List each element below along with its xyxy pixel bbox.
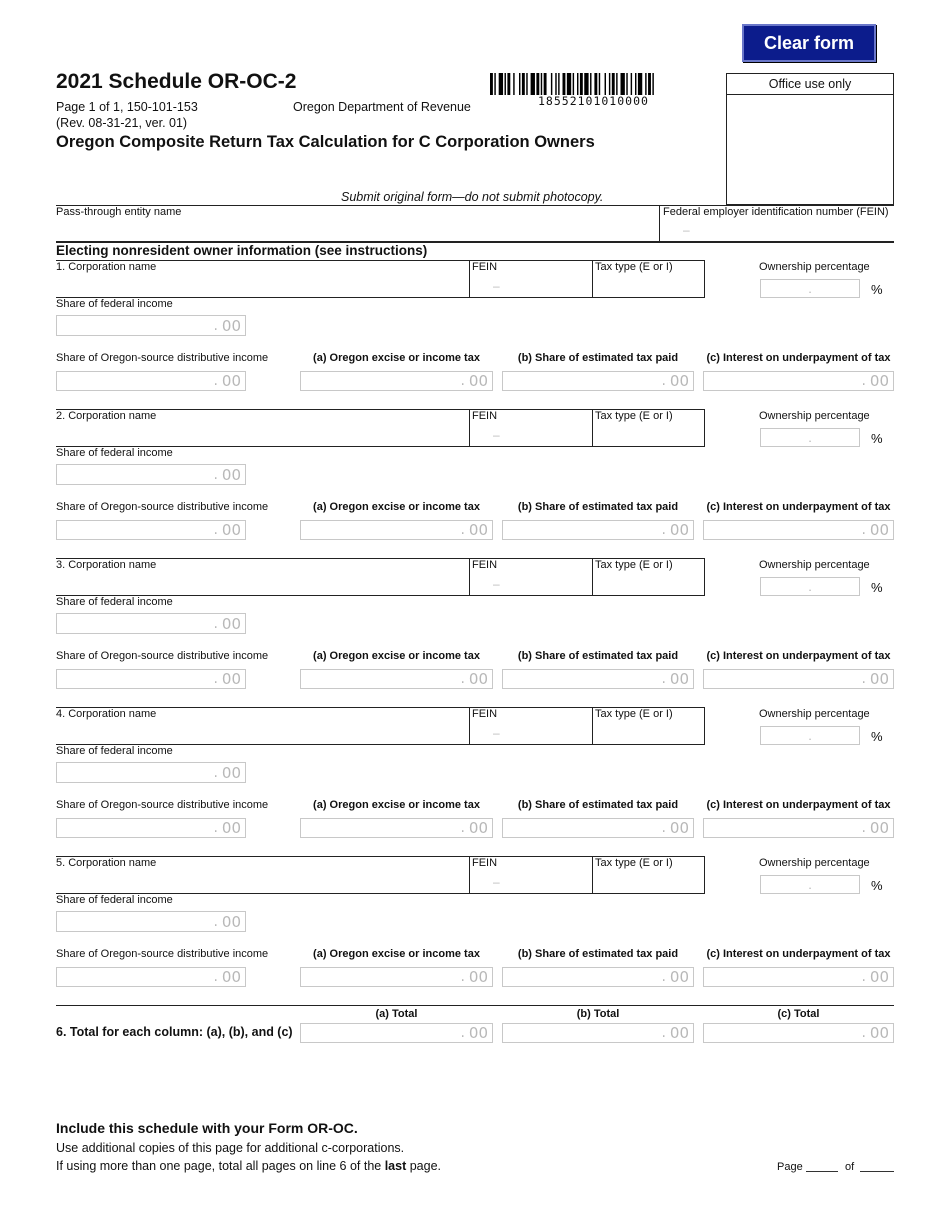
total-a-field[interactable]: . 00 [300,1023,493,1043]
owner-3-col-b-header: (b) Share of estimated tax paid [517,650,679,662]
page-total-field[interactable] [860,1171,894,1172]
owner-3-col-b-field-dot: . [661,671,666,687]
owner-3-col-c-field[interactable] [703,669,894,689]
barcode-bar [580,73,583,95]
owner-4-divider-1 [469,707,470,744]
total-label: 6. Total for each column: (a), (b), and (c) [56,1025,293,1039]
entity-name-label: Pass-through entity name [56,206,182,218]
owner-4-col-a-field[interactable] [300,818,493,838]
owner-1-col-b-field[interactable] [502,371,694,391]
owner-3-corp-label: 3. Corporation name [56,559,157,571]
owner-2-col-c-header: (c) Interest on underpayment of tax [706,501,891,513]
barcode-bar [626,73,627,95]
page-info: Page 1 of 1, 150-101-153 [56,100,198,114]
owner-3-fein-label: FEIN [472,559,498,571]
owner-3-taxtype-label: Tax type (E or I) [595,559,673,571]
owner-2-col-a-field[interactable] [300,520,493,540]
owner-1-col-b-field-cents: 00 [669,372,689,390]
barcode-bar [577,73,578,95]
owner-4-col-c-field-dot: . [861,820,866,836]
owner-5-col-b-field-cents: 00 [669,968,689,986]
owner-5-col-b-field[interactable] [502,967,694,987]
owner-3-ownership-label: Ownership percentage [759,559,870,571]
owner-3-divider-2 [592,558,593,595]
owner-3-federal-field-dot: . [213,615,218,632]
owner-2-corp-label: 2. Corporation name [56,410,157,422]
owner-5-federal-label: Share of federal income [56,894,173,906]
owner-5-federal-field[interactable] [56,911,246,932]
entity-name-field[interactable] [56,218,656,240]
owner-2-col-b-field-dot: . [661,522,666,538]
owner-5-taxtype-field[interactable] [594,869,702,891]
office-use-box [726,73,894,205]
owner-1-col-a-field[interactable] [300,371,493,391]
owner-3-fein-dash: – [493,577,500,591]
owner-1-federal-field[interactable] [56,315,246,336]
owner-5-ownership-label: Ownership percentage [759,857,870,869]
owner-5-fein-dash: – [493,875,500,889]
barcode-bar [494,73,495,95]
total-a-header: (a) Total [375,1008,418,1020]
barcode-bar [541,73,542,95]
owner-1-ownership-label: Ownership percentage [759,261,870,273]
barcode-bar [555,73,556,95]
submit-note: Submit original form—do not submit photocopy. [341,190,604,204]
owner-1-col-c-header: (c) Interest on underpayment of tax [706,352,891,364]
clear-form-button[interactable]: Clear form [742,24,876,62]
barcode-bar [648,73,651,95]
owner-5-oregon-label: Share of Oregon-source distributive income [56,948,269,960]
owner-1-oregon-field[interactable] [56,371,246,391]
owner-1-fein-dash: – [493,279,500,293]
owner-3-col-a-header: (a) Oregon excise or income tax [313,650,480,662]
barcode-bar [612,73,615,95]
owner-1-col-a-field-cents: 00 [468,372,488,390]
owner-5-federal-field-cents: 00 [221,912,241,931]
form-title: 2021 Schedule OR-OC-2 [56,70,297,93]
owner-3-oregon-label: Share of Oregon-source distributive income [56,650,269,662]
owner-2-col-a-field-dot: . [460,522,465,538]
owner-4-oregon-field-dot: . [213,820,218,836]
owner-2-taxtype-label: Tax type (E or I) [595,410,673,422]
owner-3-oregon-field[interactable] [56,669,246,689]
owner-1-divider-1 [469,260,470,297]
owner-3-col-b-field-cents: 00 [669,670,689,688]
barcode-bar [513,73,514,95]
barcode-bar [522,73,525,95]
owner-5-fein-label: FEIN [472,857,498,869]
owner-4-col-a-field-cents: 00 [468,819,488,837]
owner-4-federal-field[interactable] [56,762,246,783]
owner-5-taxtype-label: Tax type (E or I) [595,857,673,869]
barcode-bar [631,73,632,95]
owner-1-col-b-field-dot: . [661,373,666,389]
barcode-bar [536,73,539,95]
total-c-header: (c) Total [777,1008,820,1020]
page-number-field[interactable] [806,1171,838,1172]
owner-2-federal-label: Share of federal income [56,447,173,459]
owner-4-divider-3 [704,707,705,744]
barcode-number: 18552101010000 [538,94,649,108]
owner-2-oregon-field-dot: . [213,522,218,538]
owner-4-percent-sign: % [871,729,883,744]
owner-2-percent-sign: % [871,431,883,446]
owner-1-fein-label: FEIN [472,261,498,273]
owner-2-col-a-field-cents: 00 [468,521,488,539]
page-of-label: of [845,1161,855,1173]
owner-1-col-b-header: (b) Share of estimated tax paid [517,352,679,364]
owner-1-divider-3 [704,260,705,297]
barcode-bar [531,73,535,95]
barcode-bar [590,73,591,95]
barcode-bar [584,73,588,95]
barcode-bar [490,73,493,95]
owner-5-col-b-field-dot: . [661,969,666,985]
barcode-bar [526,73,527,95]
owner-3-federal-field[interactable] [56,613,246,634]
owner-5-corp-name-field[interactable] [56,869,466,891]
owner-5-oregon-field-dot: . [213,969,218,985]
owner-5-col-c-field-dot: . [861,969,866,985]
owner-3-col-a-field-cents: 00 [468,670,488,688]
owner-1-fein-field[interactable] [471,273,589,295]
owner-4-oregon-field[interactable] [56,818,246,838]
page-number-label: Page [777,1161,803,1173]
owner-3-corp-name-field[interactable] [56,571,466,593]
owner-4-oregon-field-cents: 00 [221,819,241,837]
owner-3-fein-field[interactable] [471,571,589,593]
barcode-bar [605,73,606,95]
barcode-bar [652,73,653,95]
owner-4-col-b-field-dot: . [661,820,666,836]
barcode-bar [563,73,566,95]
owner-4-corp-name-field[interactable] [56,720,466,742]
additional-copies-note: Use additional copies of this page for additional c-corporations. [56,1141,405,1155]
barcode-image [490,73,704,95]
owner-4-col-c-field[interactable] [703,818,894,838]
owner-2-oregon-field[interactable] [56,520,246,540]
owner-5-col-c-field-cents: 00 [869,968,889,986]
owner-5-percent-sign: % [871,878,883,893]
barcode-bar [544,73,547,95]
section-title: Electing nonresident owner information (see instructions) [56,243,428,258]
owner-3-col-c-field-dot: . [861,671,866,687]
owner-4-federal-field-dot: . [213,764,218,781]
owner-3-oregon-field-cents: 00 [221,670,241,688]
total-c-field[interactable]: . 00 [703,1023,894,1043]
owner-4-ownership-field[interactable]: . [760,726,860,745]
owner-3-ownership-field[interactable]: . [760,577,860,596]
barcode-bar [645,73,646,95]
owner-1-ownership-field[interactable]: . [760,279,860,298]
owner-1-oregon-field-cents: 00 [221,372,241,390]
barcode-bar [616,73,617,95]
barcode-bar [599,73,600,95]
owner-3-federal-label: Share of federal income [56,596,173,608]
owner-5-divider-3 [704,856,705,893]
owner-1-taxtype-label: Tax type (E or I) [595,261,673,273]
owner-2-col-b-field[interactable] [502,520,694,540]
total-b-field[interactable]: . 00 [502,1023,694,1043]
barcode-bar [519,73,520,95]
owner-2-federal-field-cents: 00 [221,465,241,484]
owner-3-divider-1 [469,558,470,595]
owner-2-divider-3 [704,409,705,446]
owner-3-oregon-field-dot: . [213,671,218,687]
owner-4-col-c-header: (c) Interest on underpayment of tax [706,799,891,811]
owner-2-fein-label: FEIN [472,410,498,422]
barcode-bar [499,73,503,95]
owner-4-federal-label: Share of federal income [56,745,173,757]
owner-5-col-b-header: (b) Share of estimated tax paid [517,948,679,960]
barcode-bar [573,73,574,95]
owner-1-col-c-field-dot: . [861,373,866,389]
owner-5-col-c-header: (c) Interest on underpayment of tax [706,948,891,960]
owner-1-col-a-field-dot: . [460,373,465,389]
revision: (Rev. 08-31-21, ver. 01) [56,116,188,130]
owner-3-divider-3 [704,558,705,595]
owner-5-fein-field[interactable] [471,869,589,891]
entity-fein-label: Federal employer identification number (FEIN) [663,206,889,218]
owner-1-oregon-label: Share of Oregon-source distributive income [56,352,269,364]
owner-1-corp-label: 1. Corporation name [56,261,157,273]
department: Oregon Department of Revenue [293,100,471,114]
owner-2-col-b-header: (b) Share of estimated tax paid [517,501,679,513]
barcode-bar [621,73,625,95]
owner-5-col-a-header: (a) Oregon excise or income tax [313,948,480,960]
owner-5-col-a-field[interactable] [300,967,493,987]
owner-2-federal-field-dot: . [213,466,218,483]
owner-3-col-a-field-dot: . [460,671,465,687]
barcode-bar [638,73,642,95]
owner-5-col-a-field-dot: . [460,969,465,985]
barcode-bar [594,73,597,95]
owner-3-col-a-field[interactable] [300,669,493,689]
owner-1-col-c-field[interactable] [703,371,894,391]
office-use-label: Office use only [727,74,893,95]
owner-4-fein-label: FEIN [472,708,498,720]
owner-5-corp-label: 5. Corporation name [56,857,157,869]
owner-5-divider-1 [469,856,470,893]
form-subtitle: Oregon Composite Return Tax Calculation for C Corporation Owners [56,133,595,151]
owner-2-fein-field[interactable] [471,422,589,444]
owner-4-col-a-field-dot: . [460,820,465,836]
entity-fein-dash: – [683,223,690,237]
owner-3-col-c-field-cents: 00 [869,670,889,688]
owner-4-ownership-label: Ownership percentage [759,708,870,720]
owner-5-col-a-field-cents: 00 [468,968,488,986]
owner-2-taxtype-field[interactable] [594,422,702,444]
owner-2-col-a-header: (a) Oregon excise or income tax [313,501,480,513]
owner-1-oregon-field-dot: . [213,373,218,389]
owner-1-col-c-field-cents: 00 [869,372,889,390]
last-page-note: If using more than one page, total all pages on line 6 of the last page. [56,1159,442,1173]
owner-5-divider-2 [592,856,593,893]
owner-3-col-b-field[interactable] [502,669,694,689]
entity-fein-field[interactable] [662,218,892,240]
barcode-bar [551,73,552,95]
owner-2-col-c-field-dot: . [861,522,866,538]
owner-2-fein-dash: – [493,428,500,442]
owner-2-oregon-label: Share of Oregon-source distributive income [56,501,269,513]
barcode-bar [567,73,571,95]
owner-1-taxtype-field[interactable] [594,273,702,295]
owner-2-ownership-field[interactable]: . [760,428,860,447]
owner-1-federal-label: Share of federal income [56,298,173,310]
owner-4-col-b-field-cents: 00 [669,819,689,837]
owner-5-ownership-field[interactable]: . [760,875,860,894]
owner-4-fein-field[interactable] [471,720,589,742]
owner-4-divider-2 [592,707,593,744]
owner-3-federal-field-cents: 00 [221,614,241,633]
owner-3-col-c-header: (c) Interest on underpayment of tax [706,650,891,662]
include-note: Include this schedule with your Form OR-OC. [56,1120,358,1136]
owner-2-corp-name-field[interactable] [56,422,466,444]
barcode-bar [505,73,506,95]
owner-2-col-c-field[interactable] [703,520,894,540]
owner-1-col-a-header: (a) Oregon excise or income tax [313,352,480,364]
barcode-bar [558,73,559,95]
owner-2-col-b-field-cents: 00 [669,521,689,539]
barcode-bar [609,73,610,95]
owner-4-corp-label: 4. Corporation name [56,708,157,720]
owner-5-federal-field-dot: . [213,913,218,930]
owner-1-divider-2 [592,260,593,297]
owner-4-taxtype-label: Tax type (E or I) [595,708,673,720]
owner-3-taxtype-field[interactable] [594,571,702,593]
owner-1-federal-field-dot: . [213,317,218,334]
owner-2-federal-field[interactable] [56,464,246,485]
owner-4-col-b-field[interactable] [502,818,694,838]
owner-2-ownership-label: Ownership percentage [759,410,870,422]
barcode-bar [635,73,636,95]
barcode-bar [507,73,510,95]
owner-5-oregon-field[interactable] [56,967,246,987]
owner-1-federal-field-cents: 00 [221,316,241,335]
owner-5-oregon-field-cents: 00 [221,968,241,986]
owner-2-col-c-field-cents: 00 [869,521,889,539]
owner-3-percent-sign: % [871,580,883,595]
owner-5-col-c-field[interactable] [703,967,894,987]
owner-2-divider-2 [592,409,593,446]
owner-4-taxtype-field[interactable] [594,720,702,742]
owner-1-percent-sign: % [871,282,883,297]
owner-4-fein-dash: – [493,726,500,740]
owner-2-divider-1 [469,409,470,446]
owner-4-federal-field-cents: 00 [221,763,241,782]
owner-4-col-c-field-cents: 00 [869,819,889,837]
total-b-header: (b) Total [576,1008,620,1020]
owner-2-oregon-field-cents: 00 [221,521,241,539]
owner-4-oregon-label: Share of Oregon-source distributive income [56,799,269,811]
owner-4-col-b-header: (b) Share of estimated tax paid [517,799,679,811]
owner-1-corp-name-field[interactable] [56,273,466,295]
owner-4-col-a-header: (a) Oregon excise or income tax [313,799,480,811]
